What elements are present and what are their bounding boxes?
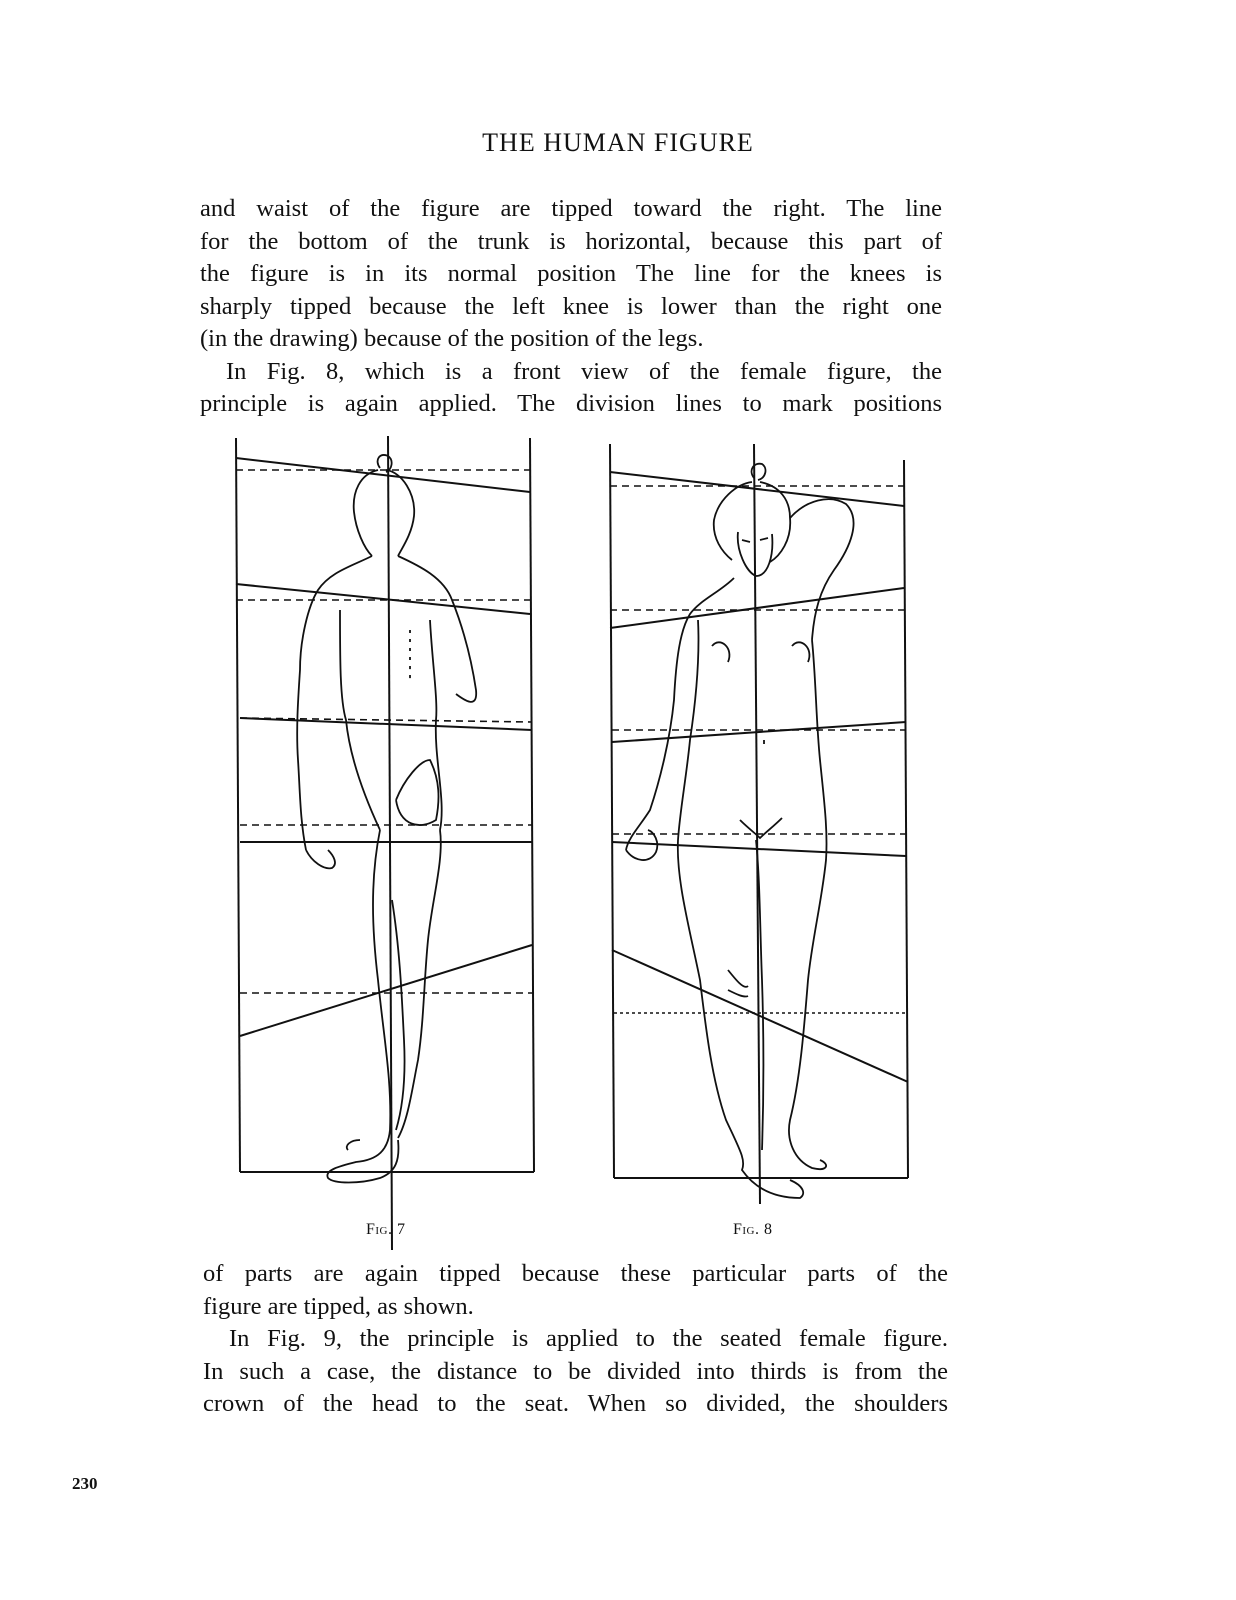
text-line: In such a case, the distance to be divided into thirds is from the — [203, 1357, 948, 1385]
paragraph-bottom — [203, 1258, 948, 1421]
fig7-frame-left — [236, 438, 240, 1172]
text-line: the figure is in its normal position The line for the knees is — [200, 260, 942, 287]
page-number: 230 — [72, 1474, 98, 1493]
fig8-waist-line — [612, 722, 906, 742]
fig7-figure-outline — [297, 455, 476, 1183]
text-line: In Fig. 9, the principle is applied to the seated female figure. — [229, 1325, 948, 1352]
text-line: In Fig. 8, which is a front view of the female figure, the — [226, 357, 942, 385]
text-line: figure are tipped, as shown. — [203, 1292, 474, 1320]
fig8-center-line — [754, 444, 760, 1204]
text-line: (in the drawing) because of the position of the legs. — [200, 325, 704, 352]
fig8-frame-left — [610, 444, 614, 1178]
text-line: principle is again applied. The division lines to mark positions — [200, 390, 942, 417]
text-line: crown of the head to the seat. When so divided, the shoulders — [203, 1390, 948, 1417]
fig8-head-line — [610, 472, 904, 506]
fig7-frame-right — [530, 438, 534, 1172]
text-line: and waist of the figure are tipped toward the right. The line — [200, 195, 942, 222]
fig7-head-line — [236, 458, 530, 492]
running-head: THE HUMAN FIGURE — [482, 128, 754, 157]
fig8-shoulder-line — [610, 588, 904, 628]
text-line: for the bottom of the trunk is horizontal, because this part of — [200, 227, 942, 255]
fig8-knee-line — [612, 950, 908, 1082]
fig8-figure-outline — [626, 464, 854, 1198]
text-line: sharply tipped because the left knee is lower than the right one — [200, 292, 942, 320]
fig7-caption: Fig. 7 — [366, 1221, 406, 1238]
fig8-caption: Fig. 8 — [733, 1221, 773, 1238]
fig7-knee-line — [240, 945, 532, 1036]
text-line: of parts are again tipped because these particular parts of the — [203, 1260, 948, 1287]
fig7-drawing — [236, 436, 534, 1250]
fig7-shoulder-line — [236, 584, 530, 614]
fig8-drawing — [610, 444, 908, 1204]
fig8-frame-right — [904, 460, 908, 1178]
